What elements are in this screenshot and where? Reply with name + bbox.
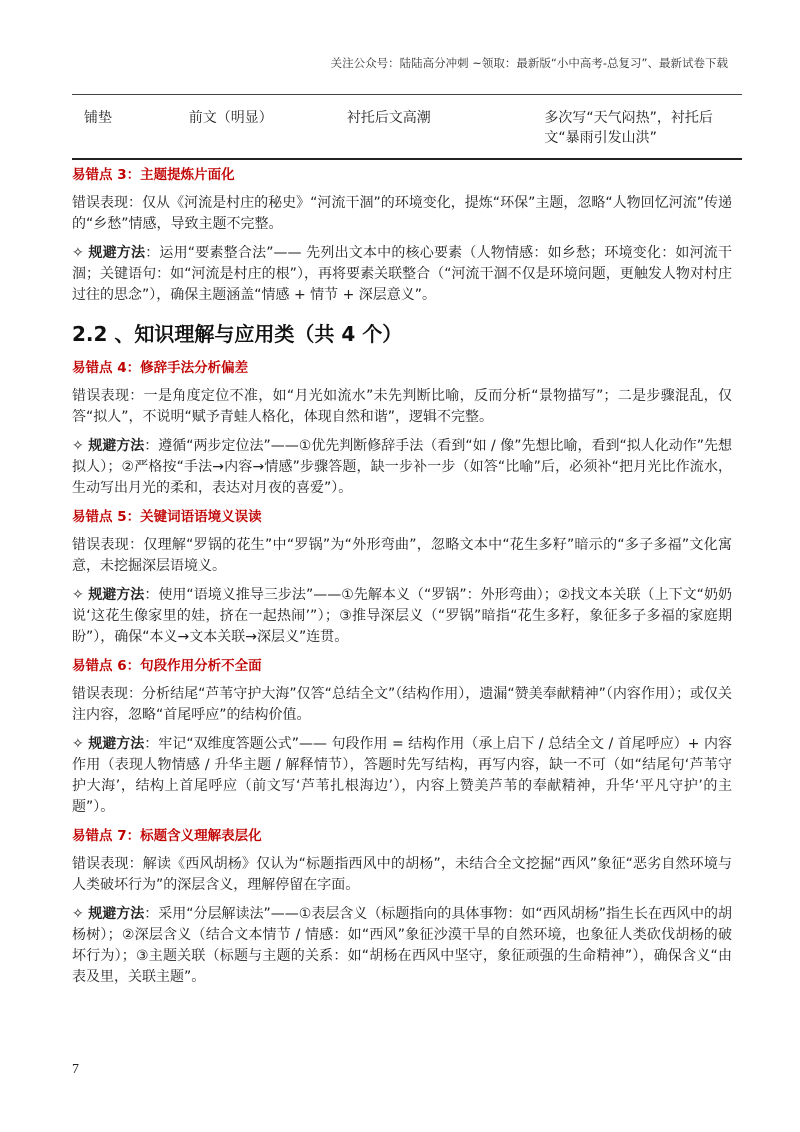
table-fragment xyxy=(72,94,742,148)
error-point-title: 易错点 7：标题含义理解表层化 xyxy=(72,828,262,844)
diamond-icon: ✧ xyxy=(72,736,84,752)
diamond-icon: ✧ xyxy=(72,438,84,454)
tip-text: ：运用“要素整合法”—— 先列出文本中的核心要素（人物情感：如乡愁；环境变化：如河流干涸；关键语句：如“河流是村庄的根”），再将要素关联整合（“河流干涸不仅是环境问题，更触发人物对村庄过往的思念”），确保主题涵盖“情感 + 情节 + 深层意义”。 xyxy=(72,245,732,303)
tip-text: ：使用“语境义推导三步法”——①先解本义（“罗锅”：外形弯曲）；②找文本关联（上下文“奶奶说‘这花生像家里的娃，挤在一起热闹’”）；③推导深层义（“罗锅”暗指“花生多籽，象征多子多福的家庭期盼”），确保“本义→文本关联→深层义”连贯。 xyxy=(72,587,732,645)
diamond-icon: ✧ xyxy=(72,587,84,603)
tip-label: 规避方法 xyxy=(88,587,145,603)
error-description: 错误表现：仅理解“罗锅的花生”中“罗锅”为“外形弯曲”，忽略文本中“花生多籽”暗示的“多子多福”文化寓意，未挖掘深层语境义。 xyxy=(72,537,732,574)
tip-label: 规避方法 xyxy=(88,438,145,454)
tip-text: ：遵循“两步定位法”——①优先判断修辞手法（看到“如 / 像”先想比喻，看到“拟人化动作”先想拟人）；②严格按“手法→内容→情感”步骤答题，缺一步补一步（如答“比喻”后，必须补“把月光比作流水，生动写出月光的柔和，表达对月夜的喜爱”）。 xyxy=(72,438,732,496)
error-description: 错误表现：解读《西风胡杨》仅认为“标题指西风中的胡杨”，未结合全文挖掘“西风”象征“恶劣自然环境与人类破坏行为”的深层含义，理解停留在字面。 xyxy=(72,856,732,893)
error-point-block xyxy=(72,826,732,988)
diamond-icon: ✧ xyxy=(72,245,84,261)
page-header: 关注公众号：陆陆高分冲刺 ~领取：最新版“小中高考-总复习”、最新试卷下载 xyxy=(330,56,728,70)
error-point-title: 易错点 6：句段作用分析不全面 xyxy=(72,658,262,674)
tip-label: 规避方法 xyxy=(88,906,145,922)
diamond-icon: ✧ xyxy=(72,906,84,922)
table-cell: 衬托后文高潮 xyxy=(346,110,431,126)
table-cell: 铺垫 xyxy=(84,110,112,126)
tip-label: 规避方法 xyxy=(88,736,145,752)
table-bottom-rule xyxy=(72,158,742,160)
error-point-title: 易错点 3：主题提炼片面化 xyxy=(72,167,235,183)
tip-paragraph xyxy=(72,585,732,648)
error-description: 错误表现：一是角度定位不准，如“月光如流水”未先判断比喻，反而分析“景物描写”；二是步骤混乱，仅答“拟人”，不说明“赋予青蛙人格化，体现自然和谐”，逻辑不完整。 xyxy=(72,388,732,425)
error-description: 错误表现：仅从《河流是村庄的秘史》“河流干涸”的环境变化，提炼“环保”主题，忽略“人物回忆河流”传递的“乡愁”情感，导致主题不完整。 xyxy=(72,195,732,232)
error-description: 错误表现：分析结尾“芦苇守护大海”仅答“总结全文”（结构作用），遗漏“赞美奉献精神”（内容作用）；或仅关注内容，忽略“首尾呼应”的结构价值。 xyxy=(72,686,732,723)
page-number: 7 xyxy=(72,1062,79,1077)
error-point-block xyxy=(72,507,732,648)
section-heading: 2.2 、知识理解与应用类（共 4 个） xyxy=(72,322,403,346)
error-point-block xyxy=(72,165,732,306)
error-point-title: 易错点 4：修辞手法分析偏差 xyxy=(72,360,249,376)
table-cell: 前文（明显） xyxy=(188,110,273,126)
main-content xyxy=(72,165,732,996)
table-cell: 多次写“天气闷热”，衬托后文“暴雨引发山洪” xyxy=(544,110,713,146)
tip-text: ：采用“分层解读法”——①表层含义（标题指向的具体事物：如“西风胡杨”指生长在西风中的胡杨树）；②深层含义（结合文本情节 / 情感：如“西风”象征沙漠干旱的自然环境，也象征人类砍伐胡杨的破坏行为）；③主题关联（标题与主题的关系：如“胡杨在西风中坚守，象征顽强的生命精神”），确保含义“由表及里，关联主题”。 xyxy=(72,906,733,985)
tip-label: 规避方法 xyxy=(88,245,146,261)
tip-paragraph xyxy=(72,243,732,306)
error-point-block xyxy=(72,358,732,499)
tip-paragraph xyxy=(72,734,732,818)
error-point-title: 易错点 5：关键词语语境义误读 xyxy=(72,509,262,525)
tip-text: ：牢记“双维度答题公式”—— 句段作用 = 结构作用（承上启下 / 总结全文 / 首尾呼应）+ 内容作用（表现人物情感 / 升华主题 / 解释情节），答题时先写结构，再写内容，缺一不可（如“结尾句‘芦苇守护大海’，结构上首尾呼应（前文写‘芦苇扎根海边’），内容上赞美芦苇的奉献精神，升华‘平凡守护’的主题”）。 xyxy=(72,736,733,815)
tip-paragraph xyxy=(72,436,732,499)
tip-paragraph xyxy=(72,904,732,988)
table-row xyxy=(72,95,742,148)
error-point-block xyxy=(72,656,732,818)
